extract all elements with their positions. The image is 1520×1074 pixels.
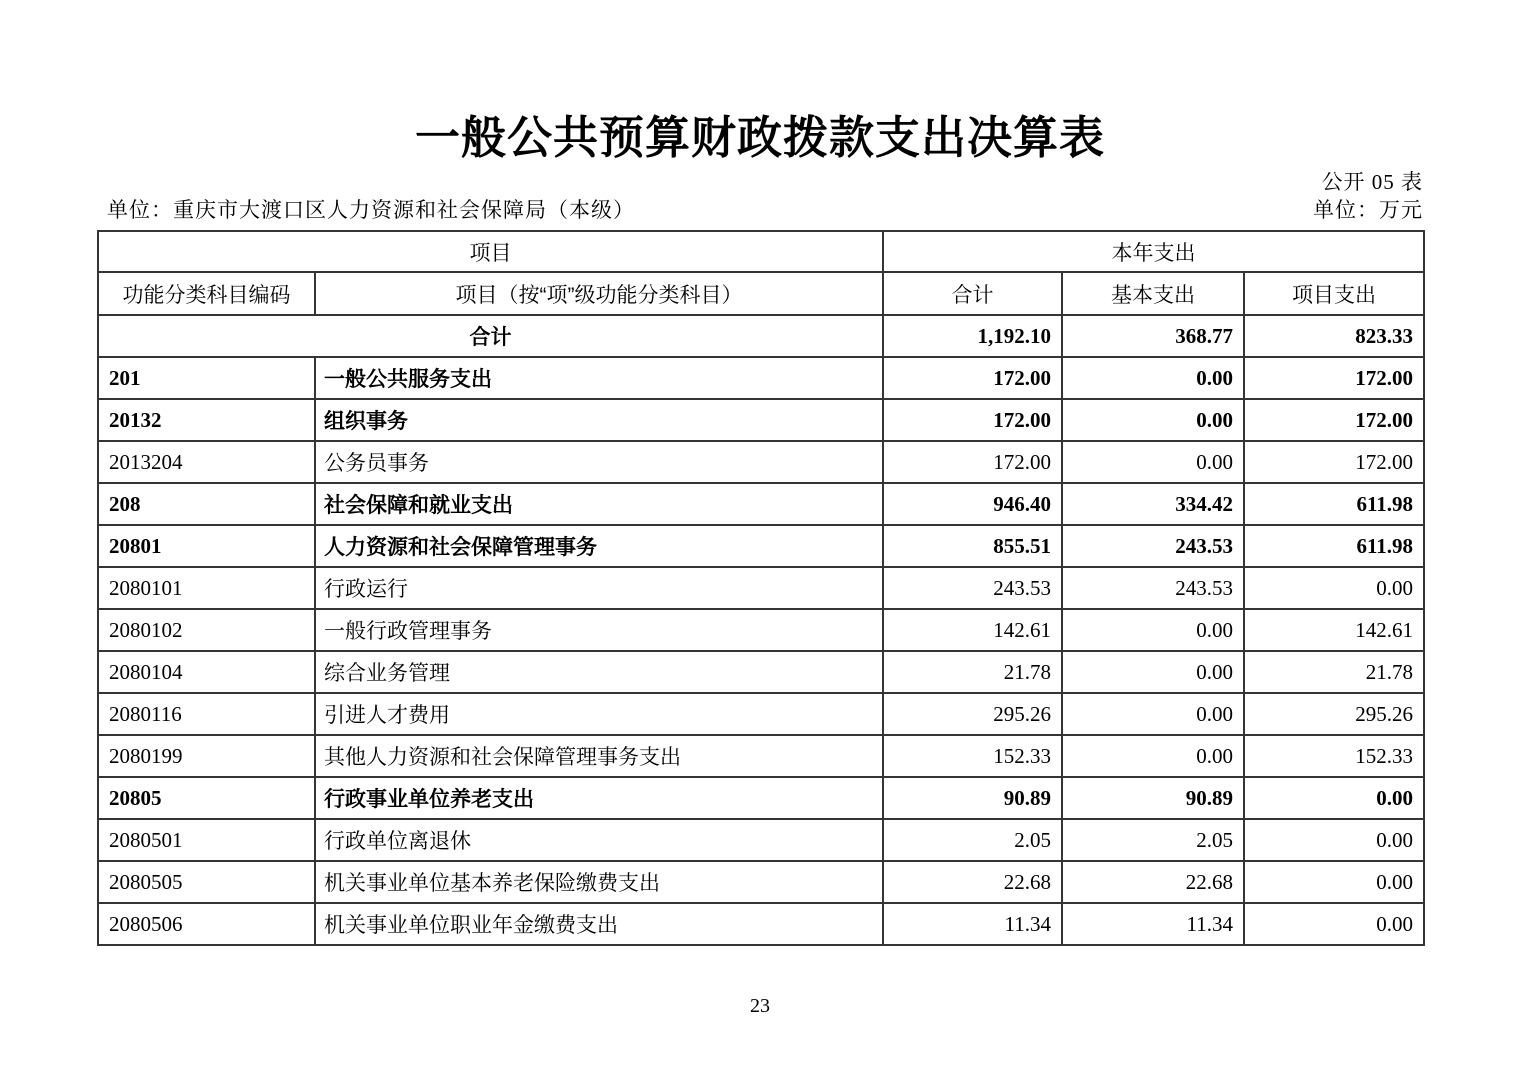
cell-total: 22.68 xyxy=(883,861,1062,903)
cell-basic: 334.42 xyxy=(1062,483,1244,525)
cell-basic: 11.34 xyxy=(1062,903,1244,945)
table-row xyxy=(98,357,1424,399)
cell-basic: 243.53 xyxy=(1062,525,1244,567)
cell-code: 201 xyxy=(98,357,315,399)
cell-total: 243.53 xyxy=(883,567,1062,609)
cell-total: 21.78 xyxy=(883,651,1062,693)
page-number: 23 xyxy=(750,995,770,1017)
cell-name: 行政单位离退休 xyxy=(315,819,883,861)
cell-basic: 0.00 xyxy=(1062,441,1244,483)
cell-code: 2080116 xyxy=(98,693,315,735)
cell-basic: 0.00 xyxy=(1062,399,1244,441)
table-row xyxy=(98,693,1424,735)
cell-project: 0.00 xyxy=(1244,819,1424,861)
cell-total: 295.26 xyxy=(883,693,1062,735)
cell-basic: 2.05 xyxy=(1062,819,1244,861)
cell-basic: 0.00 xyxy=(1062,357,1244,399)
cell-basic: 0.00 xyxy=(1062,651,1244,693)
header-col-project-exp: 项目支出 xyxy=(1244,272,1424,315)
cell-code: 2080102 xyxy=(98,609,315,651)
header-expenditure-group: 本年支出 xyxy=(883,231,1424,272)
cell-name: 机关事业单位职业年金缴费支出 xyxy=(315,903,883,945)
cell-name: 综合业务管理 xyxy=(315,651,883,693)
cell-project: 152.33 xyxy=(1244,735,1424,777)
cell-code: 20805 xyxy=(98,777,315,819)
table-body xyxy=(98,315,1424,945)
cell-name: 公务员事务 xyxy=(315,441,883,483)
table-row xyxy=(98,483,1424,525)
table-row xyxy=(98,609,1424,651)
table-row xyxy=(98,315,1424,357)
cell-total: 11.34 xyxy=(883,903,1062,945)
cell-total: 1,192.10 xyxy=(883,315,1062,357)
cell-total: 152.33 xyxy=(883,735,1062,777)
unit-name-label: 单位：重庆市大渡口区人力资源和社会保障局（本级） xyxy=(107,198,635,222)
table-row xyxy=(98,903,1424,945)
cell-project: 172.00 xyxy=(1244,441,1424,483)
cell-project: 823.33 xyxy=(1244,315,1424,357)
cell-name: 机关事业单位基本养老保险缴费支出 xyxy=(315,861,883,903)
cell-code: 2080505 xyxy=(98,861,315,903)
cell-project: 611.98 xyxy=(1244,483,1424,525)
table-row xyxy=(98,777,1424,819)
cell-code: 2080506 xyxy=(98,903,315,945)
header-project-group: 项目 xyxy=(98,231,883,272)
cell-project: 0.00 xyxy=(1244,903,1424,945)
header-col-project: 项目（按“项”级功能分类科目） xyxy=(315,272,883,315)
page-title: 一般公共预算财政拨款支出决算表 xyxy=(414,112,1105,163)
header-col-code: 功能分类科目编码 xyxy=(98,272,315,315)
cell-basic: 0.00 xyxy=(1062,735,1244,777)
header-col-total: 合计 xyxy=(883,272,1062,315)
cell-name: 合计 xyxy=(98,315,883,357)
cell-project: 611.98 xyxy=(1244,525,1424,567)
cell-basic: 22.68 xyxy=(1062,861,1244,903)
cell-project: 21.78 xyxy=(1244,651,1424,693)
cell-name: 人力资源和社会保障管理事务 xyxy=(315,525,883,567)
table-row xyxy=(98,441,1424,483)
cell-total: 946.40 xyxy=(883,483,1062,525)
cell-name: 一般行政管理事务 xyxy=(315,609,883,651)
cell-total: 90.89 xyxy=(883,777,1062,819)
cell-basic: 0.00 xyxy=(1062,609,1244,651)
cell-total: 2.05 xyxy=(883,819,1062,861)
cell-project: 295.26 xyxy=(1244,693,1424,735)
cell-project: 172.00 xyxy=(1244,399,1424,441)
cell-project: 142.61 xyxy=(1244,609,1424,651)
cell-total: 142.61 xyxy=(883,609,1062,651)
cell-code: 2013204 xyxy=(98,441,315,483)
cell-code: 20801 xyxy=(98,525,315,567)
header-columns-row xyxy=(98,272,1424,315)
table-row xyxy=(98,567,1424,609)
cell-project: 172.00 xyxy=(1244,357,1424,399)
cell-basic: 243.53 xyxy=(1062,567,1244,609)
public-table-label: 公开 05 表 xyxy=(1321,170,1423,194)
budget-table xyxy=(97,230,1425,946)
table-row xyxy=(98,861,1424,903)
cell-code: 2080104 xyxy=(98,651,315,693)
cell-basic: 368.77 xyxy=(1062,315,1244,357)
cell-code: 2080101 xyxy=(98,567,315,609)
cell-basic: 0.00 xyxy=(1062,693,1244,735)
cell-name: 组织事务 xyxy=(315,399,883,441)
cell-name: 行政运行 xyxy=(315,567,883,609)
table-row xyxy=(98,735,1424,777)
cell-name: 一般公共服务支出 xyxy=(315,357,883,399)
cell-total: 172.00 xyxy=(883,399,1062,441)
cell-name: 社会保障和就业支出 xyxy=(315,483,883,525)
cell-project: 0.00 xyxy=(1244,567,1424,609)
header-group-row xyxy=(98,231,1424,272)
header-col-basic: 基本支出 xyxy=(1062,272,1244,315)
table-row xyxy=(98,651,1424,693)
cell-code: 20132 xyxy=(98,399,315,441)
unit-currency-label: 单位：万元 xyxy=(1313,198,1423,222)
cell-project: 0.00 xyxy=(1244,777,1424,819)
table-row xyxy=(98,399,1424,441)
cell-total: 172.00 xyxy=(883,441,1062,483)
cell-code: 208 xyxy=(98,483,315,525)
table-row xyxy=(98,819,1424,861)
cell-total: 172.00 xyxy=(883,357,1062,399)
cell-project: 0.00 xyxy=(1244,861,1424,903)
cell-code: 2080199 xyxy=(98,735,315,777)
cell-name: 其他人力资源和社会保障管理事务支出 xyxy=(315,735,883,777)
table-row xyxy=(98,525,1424,567)
cell-basic: 90.89 xyxy=(1062,777,1244,819)
cell-name: 引进人才费用 xyxy=(315,693,883,735)
cell-code: 2080501 xyxy=(98,819,315,861)
cell-total: 855.51 xyxy=(883,525,1062,567)
cell-name: 行政事业单位养老支出 xyxy=(315,777,883,819)
